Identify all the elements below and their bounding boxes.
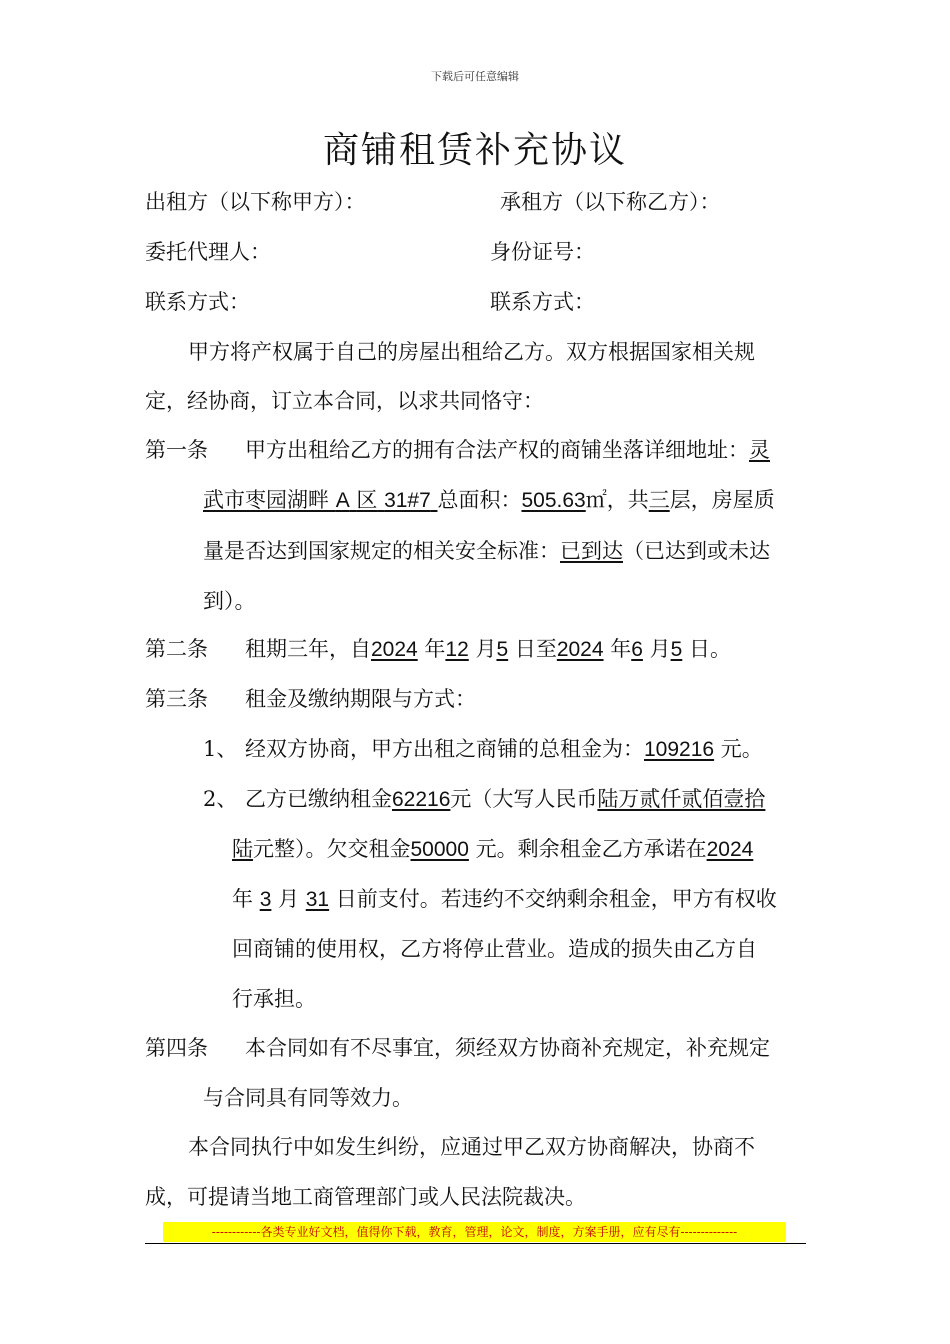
intro-line-2: 定，经协商，订立本合同，以求共同恪守： xyxy=(145,389,544,413)
area-value: 505.63 xyxy=(521,489,586,512)
end-day: 5 xyxy=(670,638,683,661)
article4-line-1: 本合同如有不尽事宜，须经双方协商补充规定，补充规定 xyxy=(245,1036,770,1060)
end-year: 2024 xyxy=(556,638,604,661)
lessor-label: 出租方（以下称甲方）： xyxy=(145,190,366,214)
item1-text: 经双方协商，甲方出租之商铺的总租金为：109216 元。 xyxy=(245,737,763,761)
due-year: 2024 xyxy=(706,838,754,861)
intro-line-1: 甲方将产权属于自己的房屋出租给乙方。双方根据国家相关规 xyxy=(188,340,755,364)
end-month: 6 xyxy=(631,638,643,661)
area-unit: ㎡，共 xyxy=(585,488,649,512)
item2-line-2: 陆元整）。欠交租金50000 元。剩余租金乙方承诺在2024 xyxy=(232,837,754,861)
footer-banner: ------------各类专业好文档，值得你下载，教育，管理，论文，制度，方案手册，应有尽有-------------- xyxy=(163,1222,786,1242)
due-day: 31 xyxy=(305,888,330,911)
header-note: 下载后可任意编辑 xyxy=(431,70,519,83)
item2-number: 2、 xyxy=(203,787,238,811)
start-day: 5 xyxy=(496,638,509,661)
closing-line-1: 本合同执行中如发生纠纷，应通过甲乙双方协商解决，协商不 xyxy=(188,1135,755,1159)
article3-text: 租金及缴纳期限与方式： xyxy=(245,687,476,711)
lessee-contact-label: 联系方式： xyxy=(490,290,595,314)
item2-line-4: 回商铺的使用权，乙方将停止营业。造成的损失由乙方自 xyxy=(232,937,757,961)
footer-rule xyxy=(145,1243,806,1244)
paid-rent-chinese-end: 陆 xyxy=(232,837,253,861)
article1-label: 第一条 xyxy=(145,438,208,462)
area-label: 总面积： xyxy=(437,488,522,512)
item2-line-3: 年 3 月 31 日前支付。若违约不交纳剩余租金，甲方有权收 xyxy=(232,887,777,911)
article4-line-2: 与合同具有同等效力。 xyxy=(203,1086,413,1110)
owed-rent: 50000 xyxy=(410,838,469,861)
item2-line-1: 乙方已缴纳租金62216元（大写人民币陆万贰仟贰佰壹拾 xyxy=(245,787,766,811)
article2-label: 第二条 xyxy=(145,637,208,661)
article1-line-4: 到）。 xyxy=(203,589,256,613)
item1-number: 1、 xyxy=(203,737,238,761)
article1-line-2 xyxy=(203,484,775,514)
article1-text: 甲方出租给乙方的拥有合法产权的商铺坐落详细地址： xyxy=(245,438,749,462)
paid-rent: 62216 xyxy=(392,788,451,811)
start-month: 12 xyxy=(445,638,469,661)
article4-label: 第四条 xyxy=(145,1036,208,1060)
due-month: 3 xyxy=(259,888,272,911)
article1-line-3: 量是否达到国家规定的相关安全标准：已到达（已达到或未达 xyxy=(203,539,770,563)
article2-text: 租期三年，自2024 年12 月5 日至2024 年6 月5 日。 xyxy=(245,637,731,661)
address-part-1: 灵 xyxy=(749,438,770,462)
paid-rent-chinese: 陆万贰仟贰佰壹拾 xyxy=(597,787,766,811)
document-title: 商铺租赁补充协议 xyxy=(322,130,627,171)
id-number-label: 身份证号： xyxy=(490,240,595,264)
floors-suffix: 层，房屋质 xyxy=(669,488,775,512)
address-part-2: 武市枣园湖畔 A 区 31#7 xyxy=(203,488,431,512)
closing-line-2: 成，可提请当地工商管理部门或人民法院裁决。 xyxy=(145,1185,586,1209)
total-rent: 109216 xyxy=(644,738,715,761)
floors-value: 三 xyxy=(648,488,670,512)
start-year: 2024 xyxy=(371,638,418,661)
article3-label: 第三条 xyxy=(145,687,208,711)
article1-line-1 xyxy=(245,434,770,464)
agent-label: 委托代理人： xyxy=(145,240,271,264)
lessee-label: 承租方（以下称乙方）： xyxy=(500,190,721,214)
lessor-contact-label: 联系方式： xyxy=(145,290,250,314)
item2-line-5: 行承担。 xyxy=(232,987,316,1011)
standard-value: 已到达 xyxy=(560,539,623,563)
